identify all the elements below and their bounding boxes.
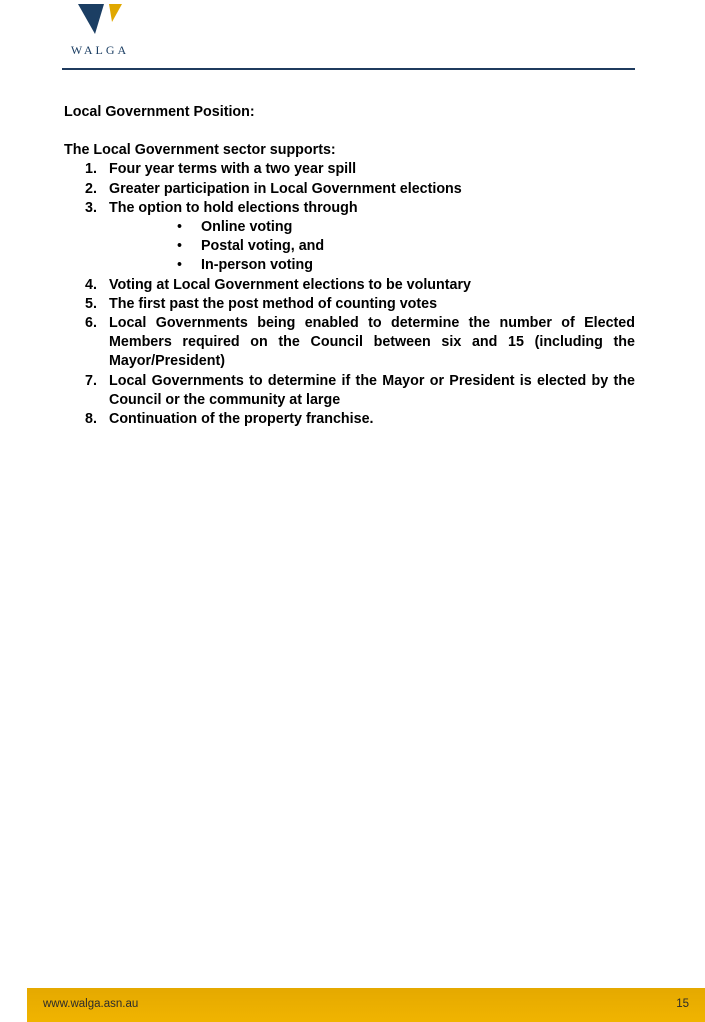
list-item-text: Continuation of the property franchise. — [109, 411, 374, 428]
bullet-item-text: Online voting — [201, 219, 293, 236]
intro-text: The Local Government sector supports: — [64, 142, 336, 159]
list-item — [64, 314, 635, 372]
document-body — [64, 103, 635, 429]
footer-website-link[interactable]: www.walga.asn.au — [43, 998, 139, 1010]
voting-methods-list — [109, 218, 635, 276]
list-item-text: Local Governments to determine if the Mayor or President is elected by the Council or the community at large — [109, 372, 635, 408]
list-item-number: 2. — [85, 180, 97, 197]
page-number: 15 — [676, 998, 689, 1010]
bullet-item-text: Postal voting, and — [201, 238, 325, 255]
section-heading: Local Government Position: — [64, 104, 255, 120]
walga-logo — [64, 4, 136, 56]
list-item-text: Four year terms with a two year spill — [109, 161, 357, 178]
footer-bar — [27, 988, 705, 1022]
list-item-number: 1. — [85, 161, 97, 178]
list-item — [64, 180, 635, 199]
list-item-number: 5. — [85, 295, 97, 312]
bullet-icon: • — [177, 219, 183, 236]
list-item-number: 6. — [85, 315, 97, 332]
list-item-number: 8. — [85, 411, 97, 428]
bullet-item — [109, 237, 635, 256]
list-item — [64, 295, 635, 314]
list-item-text: The first past the post method of counting votes — [109, 295, 438, 312]
walga-logo-icon — [78, 4, 122, 38]
bullet-item — [109, 256, 635, 275]
list-item — [64, 199, 635, 276]
list-item — [64, 276, 635, 295]
logo-wordmark: WALGA — [70, 43, 130, 57]
list-item — [64, 410, 635, 429]
bullet-icon: • — [177, 257, 183, 274]
numbered-list — [64, 160, 635, 429]
list-item-text: Local Governments being enabled to determine the number of Elected Members required on the Council between six and 15 (including the Mayor/President) — [109, 315, 635, 370]
bullet-item — [109, 218, 635, 237]
list-item — [64, 160, 635, 179]
list-item-number: 4. — [85, 276, 97, 293]
list-item-text: Greater participation in Local Government elections — [109, 180, 462, 197]
list-item — [64, 372, 635, 410]
list-item-number: 3. — [85, 199, 97, 216]
header-divider — [62, 68, 635, 70]
list-item-text: Voting at Local Government elections to be voluntary — [109, 276, 471, 293]
list-item-text: The option to hold elections through — [109, 199, 358, 216]
list-item-number: 7. — [85, 372, 97, 389]
bullet-icon: • — [177, 238, 183, 255]
bullet-item-text: In-person voting — [201, 257, 313, 274]
